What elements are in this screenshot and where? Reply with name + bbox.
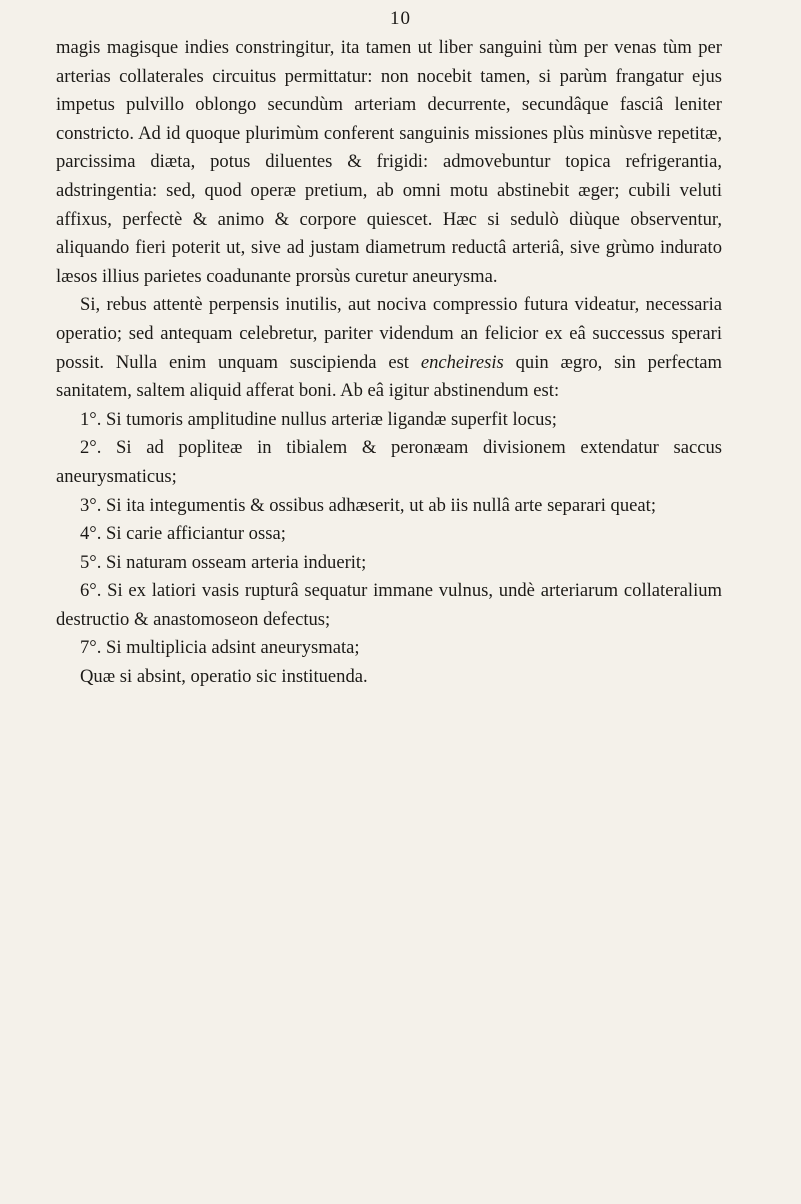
paragraph-continuation: magis magisque indies constringitur, ita tamen ut liber sanguini tùm per venas tùm per arterias collaterales circuitus permittatur: non nocebit tamen, si parùm frangatur ejus impetus pulvillo oblongo secundùm arteriam decurrente, secundâque fasciâ leniter constricto. Ad id quoque plurimùm conferent sanguinis missiones plùs minùsve repetitæ, parcissima diæta, potus diluentes & frigidi: admovebuntur topica refrigerantia, adstringentia: sed, quod operæ pretium, ab omni motu abstinebit æger; cubili veluti affixus, perfectè & animo & corpore quiescet. Hæc si sedulò diùque observentur, aliquando fieri poterit ut, sive ad justam diametrum reductâ arteriâ, sive grùmo indurato læsos illius parietes coadunante prorsùs curetur aneurysma.: [56, 37, 722, 287]
paragraph-operation-text-end: quin ægro, sin perfectam sanitatem, saltem aliquid afferat boni. Ab eâ igitur abstinendum est:: [56, 351, 722, 402]
page-number: 10: [390, 8, 411, 29]
closing-sentence: Quæ si absint, operatio sic instituenda.: [80, 666, 368, 688]
list-item-4: 4°. Si carie afficiantur ossa;: [80, 523, 286, 545]
list-item-7: 7°. Si multiplicia adsint aneurysmata;: [80, 637, 360, 659]
body-text: [56, 34, 722, 692]
italic-term: encheiresis: [420, 351, 504, 373]
list-item-3: 3°. Si ita integumentis & ossibus adhæserit, ut ab iis nullâ arte separari queat;: [80, 494, 656, 516]
list-item-2: 2°. Si ad popliteæ in tibialem & peronæam divisionem extendatur saccus aneurysmaticus;: [56, 437, 722, 487]
list-item-6: 6°. Si ex latiori vasis rupturâ sequatur immane vulnus, undè arteriarum collateralium destructio & anastomoseon defectus;: [56, 580, 722, 630]
list-item-5: 5°. Si naturam osseam arteria induerit;: [80, 551, 367, 573]
paragraph-operation-text-start: Si, rebus attentè perpensis inutilis, aut nociva compressio futura videatur, necessaria operatio; sed antequam celebretur, pariter videndum an felicior ex eâ successus sperari possit. Nulla enim unquam suscipienda est: [56, 294, 722, 373]
list-item-1: 1°. Si tumoris amplitudine nullus arteriæ ligandæ superfit locus;: [80, 408, 557, 430]
paragraph-operation: [56, 291, 722, 405]
